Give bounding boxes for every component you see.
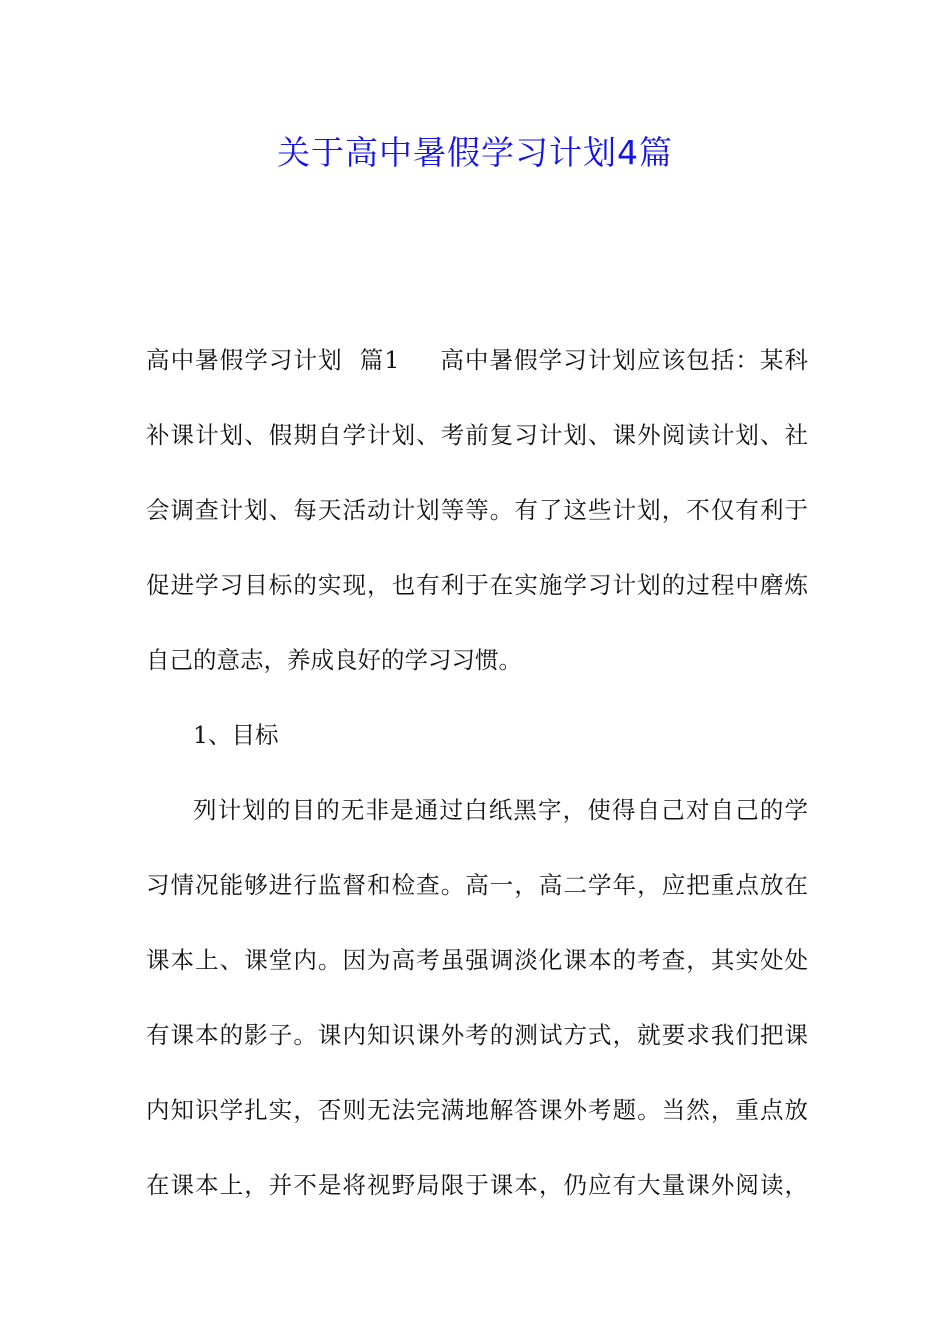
paragraph-line: 促进学习目标的实现，也有利于在实施学习计划的过程中磨炼	[146, 571, 808, 599]
document-title: 关于高中暑假学习计划4篇	[277, 133, 673, 172]
paragraph-line: 在课本上，并不是将视野局限于课本，仍应有大量课外阅读，	[146, 1171, 808, 1199]
paragraph-line: 自己的意志，养成良好的学习习惯。	[146, 646, 522, 674]
section-1-paragraph	[146, 342, 808, 792]
item-1-paragraph	[146, 792, 808, 1242]
paragraph-line: 内知识学扎实，否则无法完满地解答课外考题。当然，重点放	[146, 1096, 808, 1124]
paragraph-line: 会调查计划、每天活动计划等等。有了这些计划，不仅有利于	[146, 496, 808, 524]
section-heading: 高中暑假学习计划 篇1	[146, 346, 400, 374]
paragraph-line: 课本上、课堂内。因为高考虽强调淡化课本的考查，其实处处	[146, 946, 808, 974]
paragraph-line	[146, 342, 808, 417]
paragraph-line: 有课本的影子。课内知识课外考的测试方式，就要求我们把课	[146, 1021, 808, 1049]
paragraph-text: 高中暑假学习计划应该包括：某科	[439, 346, 808, 374]
paragraph-line: 补课计划、假期自学计划、考前复习计划、课外阅读计划、社	[146, 421, 808, 449]
paragraph-line: 列计划的目的无非是通过白纸黑字，使得自己对自己的学	[193, 796, 808, 824]
item-heading: 1、目标	[193, 721, 279, 749]
paragraph-line: 习情况能够进行监督和检查。高一，高二学年，应把重点放在	[146, 871, 808, 899]
